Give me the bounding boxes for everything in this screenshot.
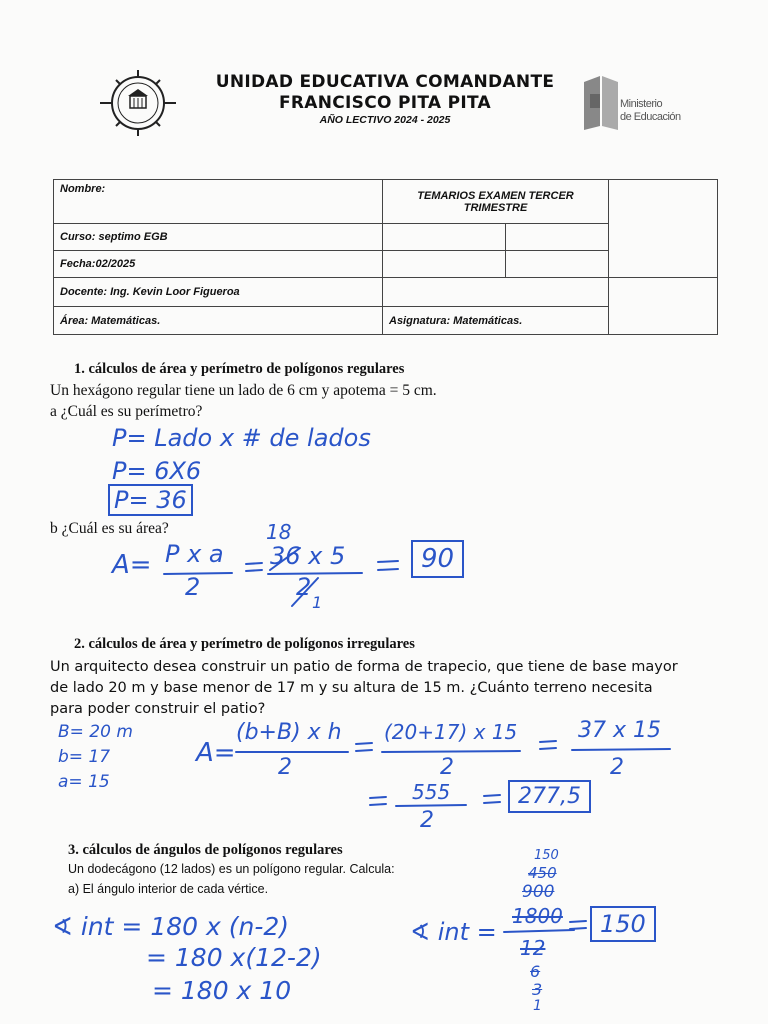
hw-q2-fraction-bar-2	[382, 751, 520, 752]
hw-q2-den1: 2	[278, 755, 292, 780]
school-name-line1: UNIDAD EDUCATIVA COMANDANTE	[215, 72, 555, 92]
hw-q2-num3: 37 x 15	[578, 718, 661, 743]
q3-question-a: a) El ángulo interior de cada vértice.	[68, 882, 269, 896]
hw-q2-fraction-bar-3	[572, 749, 670, 750]
hw-q1-area-result: 90	[411, 540, 464, 578]
ministry-line1: Ministerio	[620, 98, 663, 110]
hw-q3-r-den: 12	[520, 936, 546, 960]
hw-q2-num1: (b+B) x h	[236, 720, 342, 745]
hw-q1-area-lhs: A=	[112, 550, 152, 580]
hw-q3-line2: = 180 x(12-2)	[146, 943, 322, 972]
hw-q1-equals-1b	[246, 570, 262, 571]
q1-title: 1. cálculos de área y perímetro de polígonos regulares	[74, 361, 405, 377]
school-year: AÑO LECTIVO 2024 - 2025	[319, 114, 451, 126]
hw-q3-r-num: 1800	[512, 904, 563, 928]
ministry-line2: de Educación	[620, 111, 681, 123]
q1-text: Un hexágono regular tiene un lado de 6 cm y apotema = 5 cm.	[50, 382, 437, 399]
hw-q3-strike-3: 900	[522, 882, 555, 902]
hw-q2-a: a= 15	[58, 772, 110, 792]
q1-question-b: b ¿Cuál es su área?	[50, 520, 169, 537]
hw-q2-result: 277,5	[508, 780, 591, 813]
hw-q2-equals-2a	[540, 741, 556, 742]
hw-q1-18: 18	[266, 520, 292, 544]
hw-q3-r-lhs: ∢ int =	[410, 918, 497, 946]
hw-q1-perimeter-result: P= 36	[108, 484, 193, 516]
hw-q3-strike-6: 1	[533, 998, 542, 1014]
fecha-cell: Fecha:02/2025	[54, 251, 383, 278]
hw-q2-den4: 2	[420, 808, 434, 833]
hw-q2-equals-4a	[484, 795, 500, 796]
q1-question-a: a ¿Cuál es su perímetro?	[50, 403, 203, 420]
hw-q2-equals-1a	[356, 743, 372, 744]
docente-cell: Docente: Ing. Kevin Loor Figueroa	[54, 278, 383, 307]
hw-q3-equals-b	[570, 928, 586, 929]
school-name-line2: FRANCISCO PITA PITA	[278, 93, 492, 113]
q2-title: 2. cálculos de área y perímetro de polígonos irregulares	[74, 636, 415, 652]
hw-q3-strike-1: 150	[534, 848, 559, 863]
asignatura-cell: Asignatura: Matemáticas.	[383, 307, 609, 335]
hw-q2-B: B= 20 m	[58, 722, 133, 742]
hw-q1-area-num: P x a	[165, 540, 224, 568]
hw-q2-equals-1b	[356, 750, 372, 751]
nombre-cell: Nombre:	[54, 180, 383, 224]
hw-q2-equals-3a	[370, 797, 386, 798]
hw-q3-strike-2: 450	[528, 864, 557, 882]
hw-q1-strike-36	[270, 548, 300, 570]
hw-q2-equals-4b	[484, 802, 500, 803]
hw-q2-den3: 2	[610, 755, 624, 780]
temario-cell: TEMARIOS EXAMEN TERCER TRIMESTRE	[383, 180, 609, 224]
hw-q1-strike-2	[292, 578, 318, 606]
hw-q2-den2: 2	[440, 755, 454, 780]
hw-q3-strike-5: 3	[532, 980, 543, 999]
hw-q1-area-den2: 2	[296, 573, 312, 601]
hw-q1-perimeter-formula: P= Lado x # de lados	[112, 424, 371, 452]
q2-text: Un arquitecto desea construir un patio de forma de trapecio, que tiene de base mayor de lado 20 m y base menor de 17 m y su altura de 15 m. ¿Cuánto terreno necesita para poder construir el patio?	[50, 659, 678, 717]
curso-cell: Curso: septimo EGB	[54, 224, 383, 251]
q3-title: 3. cálculos de ángulos de polígonos regulares	[68, 842, 343, 858]
q3-text: Un dodecágono (12 lados) es un polígono regular. Calcula:	[68, 862, 395, 876]
hw-q2-b: b= 17	[58, 747, 111, 767]
hw-q3-line3: = 180 x 10	[152, 976, 292, 1005]
hw-q1-fraction-bar-1	[164, 573, 232, 574]
hw-q3-result: 150	[590, 906, 656, 942]
hw-q2-area-lhs: A=	[196, 738, 236, 768]
area-cell: Área: Matemáticas.	[54, 307, 383, 335]
hw-q1-equals-2b	[378, 569, 398, 570]
hw-q1-perimeter-sub: P= 6X6	[112, 457, 202, 485]
hw-q3-equals-a	[570, 921, 586, 922]
hw-q2-equals-3b	[370, 804, 386, 805]
hw-q1-fraction-bar-2	[268, 573, 362, 574]
hw-q1-area-num2: 36 x 5	[270, 542, 346, 570]
hw-q1-area-1: 1	[312, 593, 323, 612]
hw-q1-equals-1a	[246, 563, 262, 564]
hw-q2-num4: 555	[412, 780, 451, 804]
hw-q3-strike-4: 6	[530, 962, 541, 981]
hw-q1-area-den: 2	[185, 573, 201, 601]
hw-q1-equals-2a	[378, 561, 398, 562]
hw-q2-fraction-bar-4	[396, 805, 466, 806]
hw-q2-num2: (20+17) x 15	[384, 720, 518, 744]
hw-q3-fraction-bar	[504, 930, 574, 932]
hw-q2-equals-2b	[540, 748, 556, 749]
hw-q3-line1: ∢ int = 180 x (n-2)	[52, 912, 290, 941]
